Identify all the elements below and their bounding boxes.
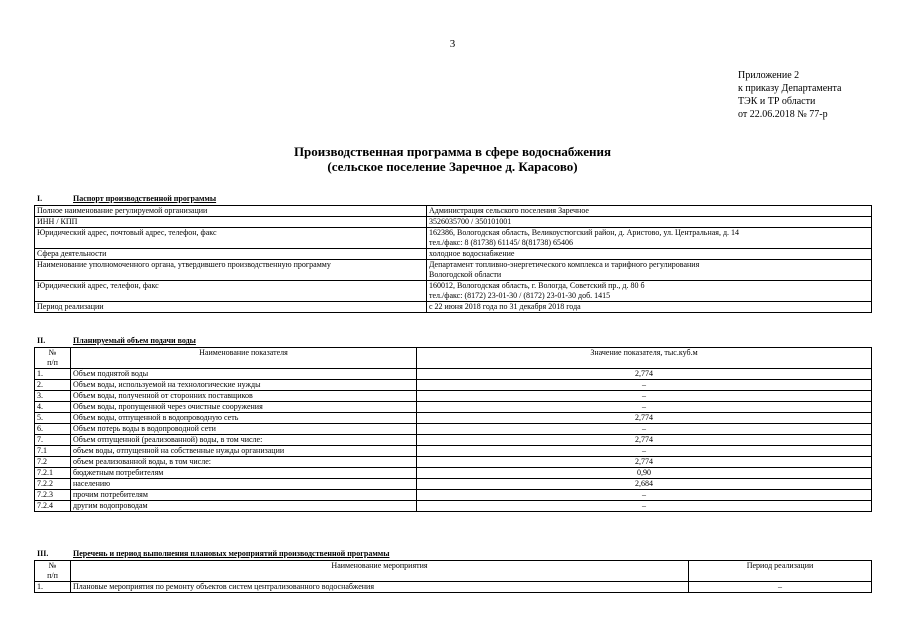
cell-num: 7.2.2 bbox=[35, 479, 71, 490]
header-num-line: п/п bbox=[47, 358, 58, 367]
cell-value: 2,774 bbox=[417, 369, 872, 380]
appendix-line: к приказу Департамента bbox=[738, 83, 842, 94]
cell-name: объем реализованной воды, в том числе: bbox=[71, 457, 417, 468]
section-number: I. bbox=[37, 194, 43, 203]
cell-num: 5. bbox=[35, 413, 71, 424]
header-num bbox=[35, 348, 71, 369]
appendix-note bbox=[738, 69, 841, 121]
cell-num: 2. bbox=[35, 380, 71, 391]
section-title: Перечень и период выполнения плановых мероприятий производственной программы bbox=[73, 549, 390, 558]
cell-num: 6. bbox=[35, 424, 71, 435]
cell-period: – bbox=[689, 582, 872, 593]
table-row bbox=[35, 490, 872, 501]
cell-num: 3. bbox=[35, 391, 71, 402]
header-name: Наименование показателя bbox=[71, 348, 417, 369]
document-title bbox=[0, 144, 905, 174]
table-row bbox=[35, 457, 872, 468]
cell-num: 1. bbox=[35, 369, 71, 380]
cell-value: – bbox=[417, 501, 872, 512]
section-heading-volume bbox=[37, 336, 196, 345]
cell-value: – bbox=[417, 490, 872, 501]
measures-table bbox=[34, 560, 872, 593]
cell-num: 4. bbox=[35, 402, 71, 413]
table-header-row bbox=[35, 561, 872, 582]
cell-name: другим водопроводам bbox=[71, 501, 417, 512]
row-value: 3526035700 / 350101001 bbox=[427, 217, 872, 228]
table-row bbox=[35, 369, 872, 380]
passport-table bbox=[34, 205, 872, 313]
cell-value: – bbox=[417, 380, 872, 391]
section-heading-measures bbox=[37, 549, 389, 558]
table-row bbox=[35, 424, 872, 435]
cell-num: 7.1 bbox=[35, 446, 71, 457]
cell-value: – bbox=[417, 391, 872, 402]
row-value-line: Департамент топливно-энергетического комплекса и тарифного регулирования bbox=[429, 260, 700, 269]
row-label: Сфера деятельности bbox=[35, 249, 427, 260]
table-row bbox=[35, 582, 872, 593]
row-value bbox=[427, 260, 872, 281]
cell-value: – bbox=[417, 402, 872, 413]
table-row bbox=[35, 380, 872, 391]
cell-name: Плановые мероприятия по ремонту объектов систем централизованного водоснабжения bbox=[71, 582, 689, 593]
row-value: Администрация сельского поселения Заречное bbox=[427, 206, 872, 217]
cell-name: прочим потребителям bbox=[71, 490, 417, 501]
table-row bbox=[35, 435, 872, 446]
table-row bbox=[35, 391, 872, 402]
cell-name: Объем воды, используемой на технологические нужды bbox=[71, 380, 417, 391]
appendix-line: ТЭК и ТР области bbox=[738, 96, 816, 107]
table-row bbox=[35, 402, 872, 413]
table-row bbox=[35, 281, 872, 302]
title-line: (сельское поселение Заречное д. Карасово) bbox=[327, 159, 578, 174]
section-number: III. bbox=[37, 549, 49, 558]
cell-value: – bbox=[417, 446, 872, 457]
cell-name: населению bbox=[71, 479, 417, 490]
cell-name: Объем воды, полученной от сторонних поставщиков bbox=[71, 391, 417, 402]
table-row bbox=[35, 249, 872, 260]
table-row bbox=[35, 446, 872, 457]
cell-name: Объем отпущенной (реализованной) воды, в том числе: bbox=[71, 435, 417, 446]
cell-name: Объем потерь воды в водопроводной сети bbox=[71, 424, 417, 435]
table-row bbox=[35, 302, 872, 313]
row-value: холодное водоснабжение bbox=[427, 249, 872, 260]
cell-name: Объем воды, отпущенной в водопроводную сеть bbox=[71, 413, 417, 424]
header-name: Наименование мероприятия bbox=[71, 561, 689, 582]
table-row bbox=[35, 501, 872, 512]
row-value bbox=[427, 281, 872, 302]
header-num bbox=[35, 561, 71, 582]
cell-num: 7.2.4 bbox=[35, 501, 71, 512]
row-label: Юридический адрес, телефон, факс bbox=[35, 281, 427, 302]
header-num-line: № bbox=[48, 348, 57, 357]
cell-num: 7.2.1 bbox=[35, 468, 71, 479]
cell-name: Объем поднятой воды bbox=[71, 369, 417, 380]
cell-value: 2,774 bbox=[417, 413, 872, 424]
section-title: Планируемый объем подачи воды bbox=[73, 336, 196, 345]
table-row bbox=[35, 413, 872, 424]
section-number: II. bbox=[37, 336, 46, 345]
header-num-line: п/п bbox=[47, 571, 58, 580]
cell-name: Объем воды, пропущенной через очистные сооружения bbox=[71, 402, 417, 413]
section-heading-passport bbox=[37, 194, 216, 203]
cell-value: – bbox=[417, 424, 872, 435]
cell-value: 0,90 bbox=[417, 468, 872, 479]
table-row bbox=[35, 228, 872, 249]
row-label: Период реализации bbox=[35, 302, 427, 313]
row-value: с 22 июня 2018 года по 31 декабря 2018 года bbox=[427, 302, 872, 313]
table-row bbox=[35, 217, 872, 228]
row-value-line: 162386, Вологодская область, Великоустюгский район, д. Аристово, ул. Центральная, д. 14 bbox=[429, 228, 740, 237]
appendix-line: от 22.06.2018 № 77-р bbox=[738, 109, 828, 120]
title-line: Производственная программа в сфере водоснабжения bbox=[293, 144, 612, 159]
header-num-line: № bbox=[48, 561, 57, 570]
row-label: Наименование уполномоченного органа, утвердившего производственную программу bbox=[35, 260, 427, 281]
cell-num: 7.2.3 bbox=[35, 490, 71, 501]
row-label: Полное наименование регулируемой организации bbox=[35, 206, 427, 217]
row-value-line: 160012, Вологодская область, г. Вологда, Советский пр., д. 80 б bbox=[429, 281, 645, 290]
row-value bbox=[427, 228, 872, 249]
header-value: Значение показателя, тыс.куб.м bbox=[417, 348, 872, 369]
water-volume-table bbox=[34, 347, 872, 512]
table-header-row bbox=[35, 348, 872, 369]
cell-value: 2,684 bbox=[417, 479, 872, 490]
row-value-line: Вологодской области bbox=[429, 270, 502, 279]
row-label: ИНН / КПП bbox=[35, 217, 427, 228]
row-value-line: тел./факс: (8172) 23-01-30 / (8172) 23-01-30 доб. 1415 bbox=[429, 291, 611, 300]
header-period: Период реализации bbox=[689, 561, 872, 582]
table-row bbox=[35, 260, 872, 281]
cell-name: бюджетным потребителям bbox=[71, 468, 417, 479]
cell-value: 2,774 bbox=[417, 457, 872, 468]
cell-num: 1. bbox=[35, 582, 71, 593]
table-row bbox=[35, 468, 872, 479]
appendix-line: Приложение 2 bbox=[738, 70, 800, 81]
table-row bbox=[35, 206, 872, 217]
row-label: Юридический адрес, почтовый адрес, телефон, факс bbox=[35, 228, 427, 249]
row-value-line: тел./факс: 8 (81738) 61145/ 8(81738) 65406 bbox=[429, 238, 574, 247]
cell-num: 7. bbox=[35, 435, 71, 446]
cell-num: 7.2 bbox=[35, 457, 71, 468]
cell-name: объем воды, отпущенной на собственные нужды организации bbox=[71, 446, 417, 457]
cell-value: 2,774 bbox=[417, 435, 872, 446]
page-number: 3 bbox=[449, 38, 456, 50]
section-title: Паспорт производственной программы bbox=[73, 194, 217, 203]
table-row bbox=[35, 479, 872, 490]
